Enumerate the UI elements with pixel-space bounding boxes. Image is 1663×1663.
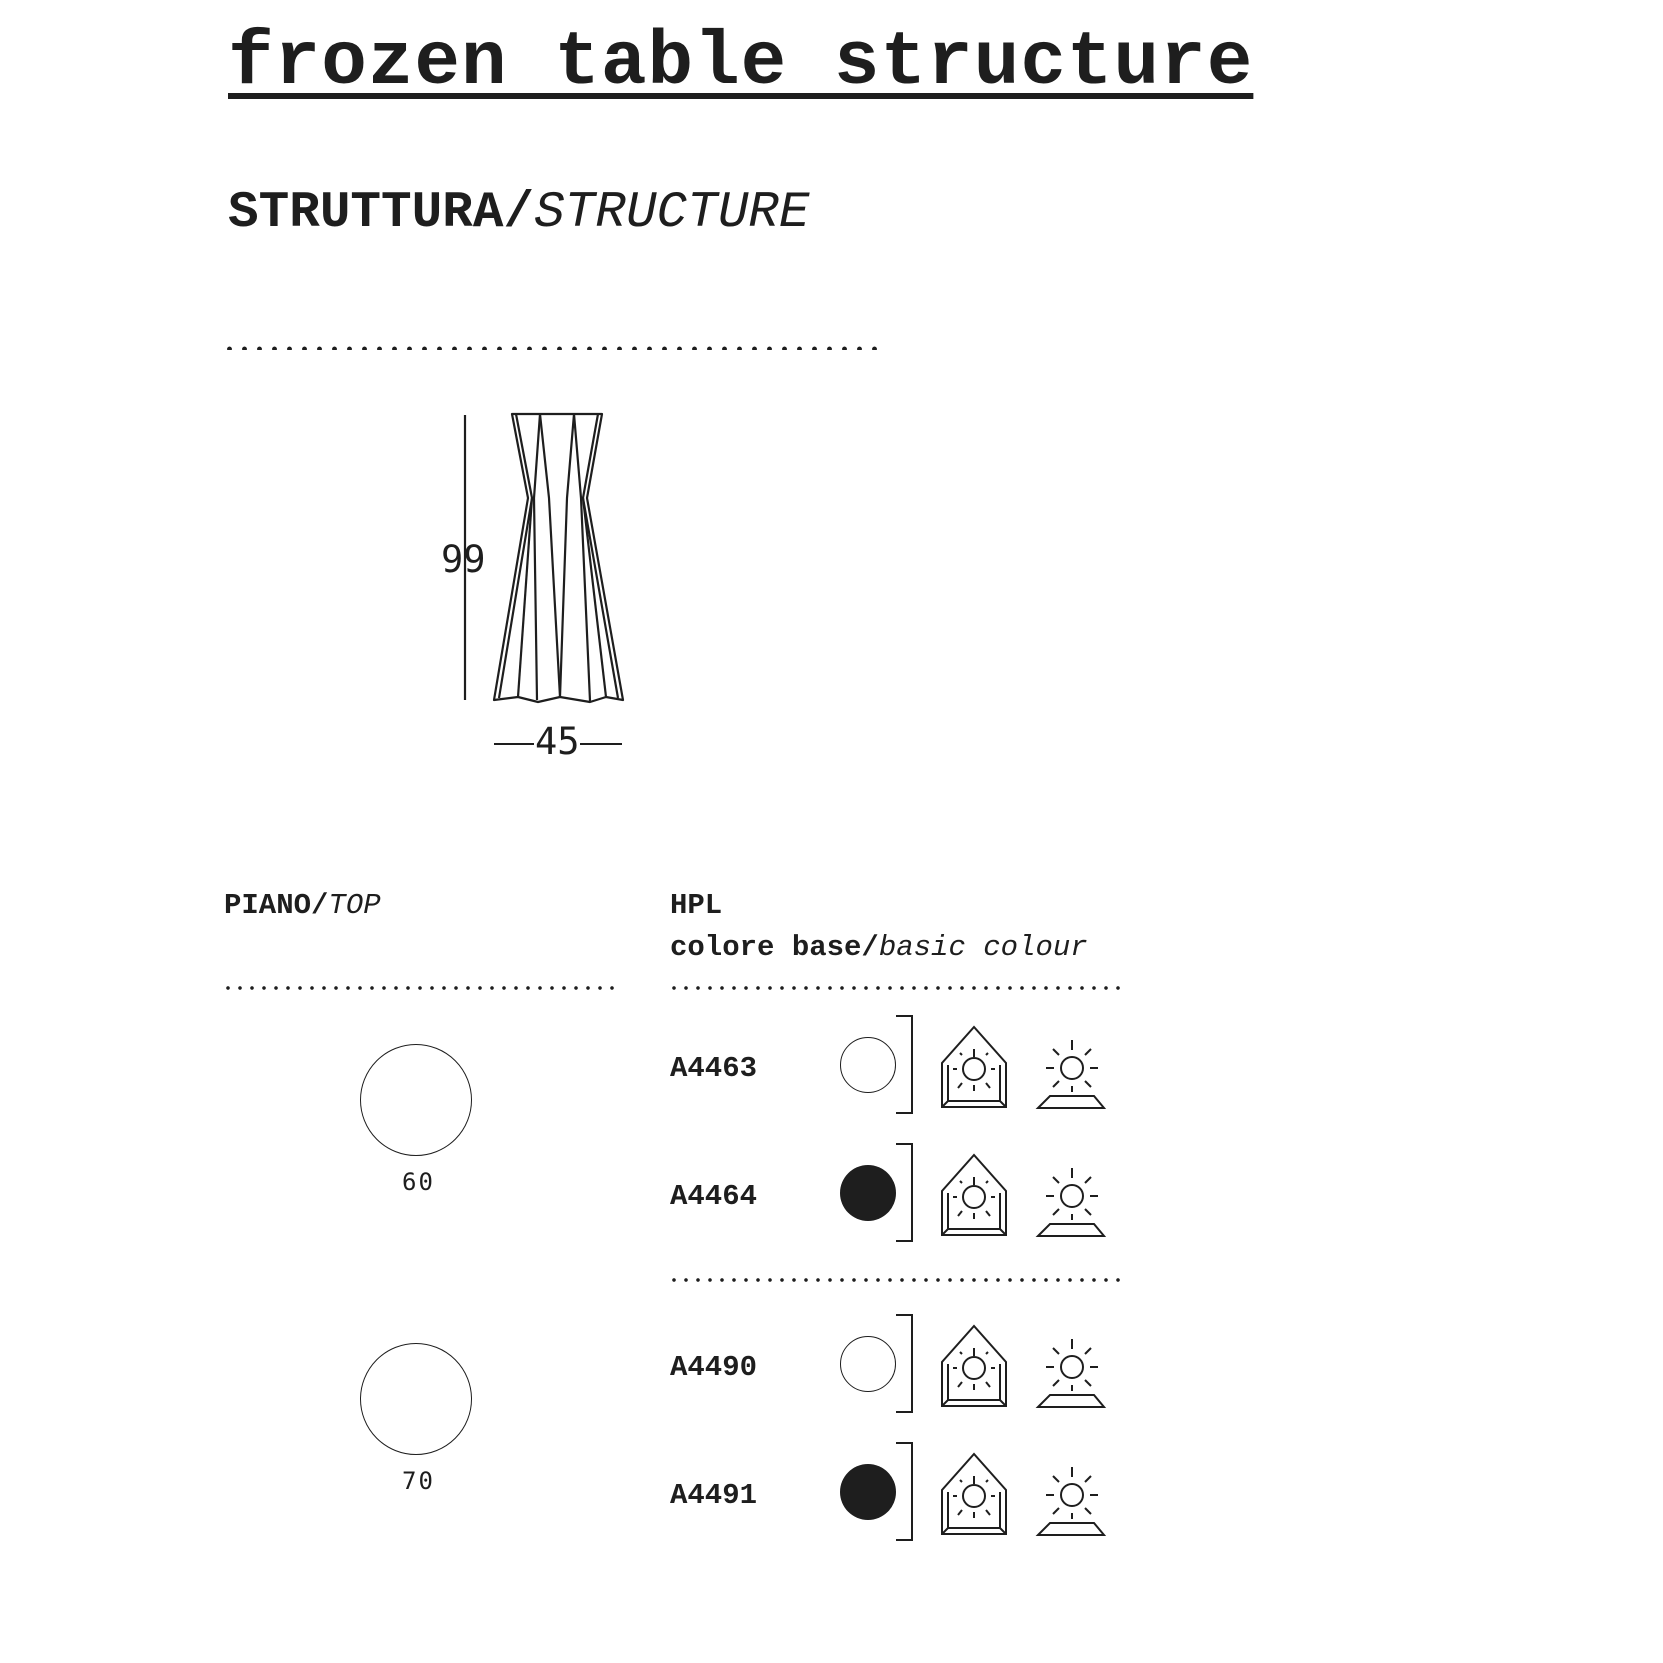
page-title: frozen table structure [228, 20, 1254, 106]
structure-heading-italic: STRUCTURE [534, 185, 810, 242]
color-swatch-black [840, 1464, 896, 1520]
indoor-lamp-house-icon [940, 1025, 1010, 1109]
structure-heading-bold: STRUTTURA/ [228, 185, 535, 242]
top-size-circle [360, 1044, 472, 1156]
indoor-lamp-house-icon [940, 1153, 1010, 1237]
color-code: A4491 [670, 1479, 758, 1512]
top-heading-italic: TOP [328, 889, 381, 922]
color-swatch-white [840, 1336, 896, 1392]
hpl-subheading-italic: basic colour [878, 931, 1088, 964]
indoor-lamp-house-icon [940, 1324, 1010, 1408]
structure-dotted-divider [222, 346, 882, 350]
hpl-subheading-bold: colore base/ [670, 931, 879, 964]
group-bracket [896, 1015, 916, 1115]
color-code: A4464 [670, 1180, 758, 1213]
height-dimension-label: 99 [441, 538, 486, 581]
top-size-circle [360, 1343, 472, 1455]
structure-heading [228, 186, 810, 242]
color-swatch-black [840, 1165, 896, 1221]
group-bracket [896, 1442, 916, 1542]
top-size-label: 70 [402, 1467, 435, 1495]
top-heading-bold: PIANO/ [224, 889, 329, 922]
top-size-label: 60 [402, 1168, 435, 1196]
hpl-heading: HPL [670, 889, 723, 922]
outdoor-sun-icon [1036, 1164, 1106, 1238]
width-dimension-line-right [580, 743, 622, 745]
top-dotted-divider [222, 985, 614, 990]
color-code: A4490 [670, 1351, 758, 1384]
color-code: A4463 [670, 1052, 758, 1085]
width-dimension-label: 45 [535, 720, 580, 763]
outdoor-sun-icon [1036, 1036, 1106, 1110]
outdoor-sun-icon [1036, 1463, 1106, 1537]
top-heading [224, 890, 381, 922]
width-dimension-line-left [494, 743, 534, 745]
group-bracket [896, 1314, 916, 1414]
hpl-subheading [670, 932, 1088, 964]
outdoor-sun-icon [1036, 1335, 1106, 1409]
hpl-dotted-divider [668, 985, 1120, 990]
group-bracket [896, 1143, 916, 1243]
color-swatch-white [840, 1037, 896, 1093]
indoor-lamp-house-icon [940, 1452, 1010, 1536]
hpl-dotted-divider [668, 1277, 1120, 1282]
